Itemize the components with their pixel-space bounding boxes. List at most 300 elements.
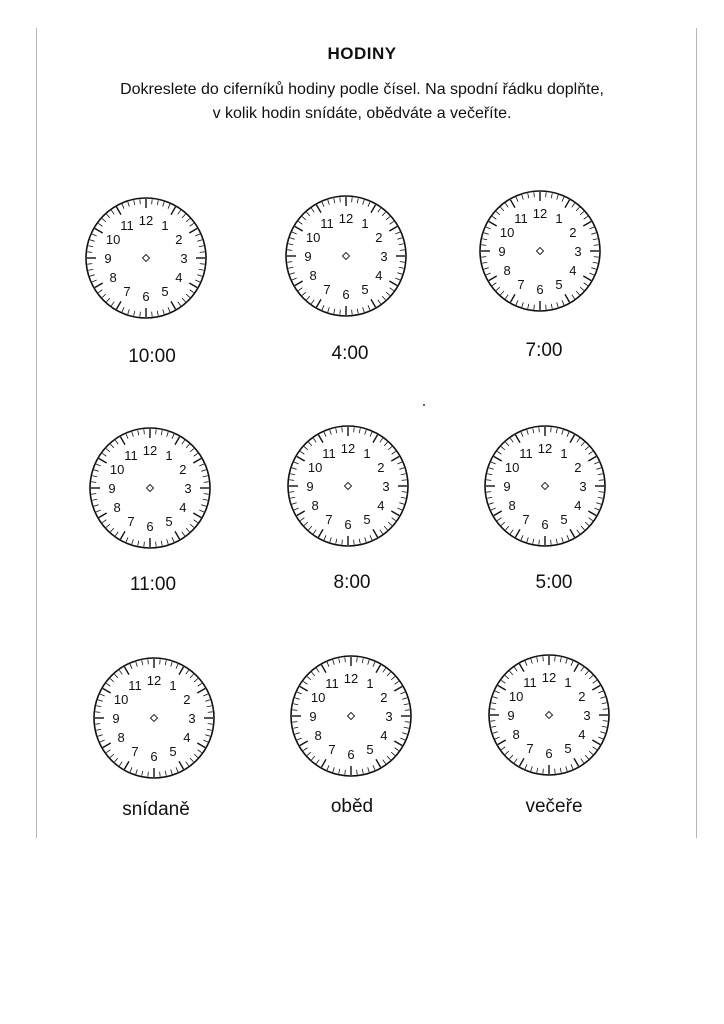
minute-tick bbox=[373, 529, 378, 537]
minute-tick bbox=[501, 447, 505, 450]
minute-tick bbox=[322, 759, 327, 767]
minute-tick bbox=[102, 294, 106, 297]
minute-tick bbox=[168, 204, 170, 209]
minute-tick bbox=[328, 200, 330, 205]
minute-tick bbox=[287, 250, 292, 251]
minute-tick bbox=[103, 689, 111, 694]
instruction-line-1: Dokreslete do ciferníků hodiny podle čísel. Na spodní řádku doplňte, bbox=[120, 81, 604, 98]
minute-tick bbox=[494, 457, 502, 462]
clock-number: 3 bbox=[184, 481, 192, 496]
minute-tick bbox=[594, 508, 599, 510]
minute-tick bbox=[156, 542, 157, 547]
clock-number: 10 bbox=[310, 690, 326, 705]
minute-tick bbox=[376, 665, 381, 673]
minute-tick bbox=[345, 770, 346, 775]
minute-tick bbox=[562, 430, 564, 435]
minute-tick bbox=[171, 207, 176, 215]
minute-tick bbox=[100, 740, 105, 742]
minute-tick bbox=[576, 291, 579, 295]
minute-tick bbox=[203, 740, 208, 742]
clock-face[interactable] bbox=[88, 426, 212, 550]
minute-tick bbox=[397, 508, 402, 510]
clock-number: 8 bbox=[503, 263, 511, 278]
clock-svg bbox=[88, 426, 212, 550]
clock-number: 6 bbox=[541, 517, 549, 532]
minute-tick bbox=[132, 432, 134, 437]
center-pivot bbox=[342, 252, 349, 259]
clock-number: 1 bbox=[169, 678, 177, 694]
minute-tick bbox=[589, 451, 593, 454]
minute-tick bbox=[391, 511, 399, 516]
clock-number: 2 bbox=[179, 462, 187, 477]
minute-tick bbox=[489, 503, 494, 505]
clock-number: 2 bbox=[569, 225, 577, 240]
minute-tick bbox=[96, 464, 101, 466]
minute-tick bbox=[339, 769, 340, 774]
minute-tick bbox=[581, 526, 584, 530]
clock-number: 2 bbox=[377, 460, 385, 475]
minute-tick bbox=[311, 208, 314, 212]
clock-face[interactable] bbox=[284, 194, 408, 318]
minute-tick bbox=[292, 722, 297, 723]
minute-tick bbox=[152, 312, 153, 317]
minute-tick bbox=[298, 288, 302, 291]
minute-tick bbox=[598, 474, 603, 475]
minute-tick bbox=[363, 200, 365, 205]
minute-tick bbox=[395, 681, 399, 684]
minute-tick bbox=[194, 754, 198, 757]
minute-tick bbox=[117, 207, 122, 215]
minute-tick bbox=[505, 295, 508, 299]
minute-tick bbox=[207, 729, 212, 730]
minute-tick bbox=[562, 537, 564, 542]
clock-number: 8 bbox=[309, 268, 317, 283]
center-pivot bbox=[541, 482, 548, 489]
minute-tick bbox=[199, 510, 204, 512]
clock-number: 7 bbox=[323, 281, 331, 297]
minute-tick bbox=[516, 435, 521, 443]
clock-number: 6 bbox=[536, 282, 544, 297]
minute-tick bbox=[292, 468, 297, 470]
minute-tick bbox=[293, 704, 298, 705]
minute-tick bbox=[289, 492, 294, 493]
minute-tick bbox=[551, 304, 552, 309]
clock-label: 5:00 bbox=[535, 572, 573, 593]
minute-tick bbox=[599, 492, 604, 493]
clock-number: 11 bbox=[128, 678, 142, 694]
minute-tick bbox=[208, 712, 213, 713]
minute-tick bbox=[334, 309, 335, 314]
clock-number: 6 bbox=[142, 289, 150, 304]
minute-tick bbox=[501, 522, 505, 525]
clock-label: 11:00 bbox=[129, 574, 177, 595]
minute-tick bbox=[197, 743, 205, 748]
minute-tick bbox=[298, 221, 302, 224]
minute-tick bbox=[392, 518, 396, 521]
minute-tick bbox=[516, 300, 518, 305]
minute-tick bbox=[176, 767, 178, 772]
minute-tick bbox=[313, 438, 316, 442]
minute-tick bbox=[591, 268, 596, 270]
minute-tick bbox=[148, 772, 149, 777]
clock-number: 10 bbox=[508, 689, 524, 704]
minute-tick bbox=[498, 686, 506, 691]
minute-tick bbox=[163, 202, 165, 207]
minute-tick bbox=[397, 238, 402, 240]
minute-tick bbox=[528, 193, 529, 198]
minute-tick bbox=[484, 268, 489, 270]
minute-tick bbox=[176, 664, 178, 669]
minute-tick bbox=[295, 698, 300, 700]
minute-tick bbox=[190, 290, 194, 293]
clock-number: 8 bbox=[113, 500, 121, 515]
minute-tick bbox=[292, 278, 297, 280]
minute-tick bbox=[290, 238, 295, 240]
minute-tick bbox=[368, 767, 370, 772]
minute-tick bbox=[200, 252, 205, 253]
minute-tick bbox=[546, 192, 547, 197]
minute-tick bbox=[400, 262, 405, 263]
clock-number: 1 bbox=[363, 446, 371, 462]
minute-tick bbox=[493, 732, 498, 734]
minute-tick bbox=[106, 524, 110, 527]
clock-number: 3 bbox=[180, 251, 188, 266]
minute-tick bbox=[333, 767, 335, 772]
clock-number: 2 bbox=[578, 689, 586, 704]
clock-number: 7 bbox=[131, 743, 139, 759]
minute-tick bbox=[144, 429, 145, 434]
minute-tick bbox=[394, 741, 402, 746]
minute-tick bbox=[144, 542, 145, 547]
minute-tick bbox=[106, 449, 110, 452]
minute-tick bbox=[95, 283, 103, 288]
minute-tick bbox=[531, 766, 533, 771]
minute-tick bbox=[334, 198, 335, 203]
minute-tick bbox=[107, 298, 110, 302]
minute-tick bbox=[371, 205, 376, 213]
minute-tick bbox=[300, 518, 304, 521]
minute-tick bbox=[534, 192, 535, 197]
minute-tick bbox=[510, 755, 513, 759]
clock-face[interactable] bbox=[483, 424, 607, 548]
clock-face[interactable] bbox=[286, 424, 410, 548]
clock-svg bbox=[84, 196, 208, 320]
minute-tick bbox=[203, 476, 208, 477]
minute-tick bbox=[395, 748, 399, 751]
minute-tick bbox=[481, 257, 486, 258]
clock-face[interactable] bbox=[487, 653, 611, 777]
minute-tick bbox=[98, 735, 103, 737]
minute-tick bbox=[203, 499, 208, 500]
clock-svg bbox=[289, 654, 413, 778]
minute-tick bbox=[138, 541, 139, 546]
minute-tick bbox=[330, 430, 332, 435]
minute-tick bbox=[117, 301, 122, 309]
minute-tick bbox=[596, 503, 601, 505]
clock-number: 12 bbox=[541, 670, 557, 685]
clock-number: 12 bbox=[537, 441, 553, 456]
clock-number: 2 bbox=[380, 690, 388, 705]
center-pivot bbox=[146, 484, 153, 491]
minute-tick bbox=[580, 287, 584, 290]
minute-tick bbox=[103, 743, 111, 748]
minute-tick bbox=[551, 540, 552, 545]
minute-tick bbox=[551, 193, 552, 198]
minute-tick bbox=[574, 664, 579, 672]
minute-tick bbox=[111, 444, 114, 448]
minute-tick bbox=[98, 290, 102, 293]
minute-tick bbox=[598, 737, 603, 739]
minute-tick bbox=[383, 668, 386, 672]
minute-tick bbox=[182, 532, 185, 536]
minute-tick bbox=[584, 283, 588, 286]
minute-tick bbox=[336, 428, 337, 433]
minute-tick bbox=[588, 457, 596, 462]
minute-tick bbox=[583, 276, 591, 281]
clock-number: 5 bbox=[564, 740, 572, 756]
clock-svg bbox=[478, 189, 602, 313]
minute-tick bbox=[380, 530, 383, 534]
minute-tick bbox=[567, 432, 569, 437]
minute-tick bbox=[295, 227, 303, 232]
minute-tick bbox=[501, 747, 505, 750]
clock-number: 3 bbox=[574, 244, 582, 259]
minute-tick bbox=[290, 474, 295, 475]
center-pivot bbox=[545, 711, 552, 718]
clock-face[interactable] bbox=[478, 189, 602, 313]
center-pivot bbox=[347, 712, 354, 719]
minute-tick bbox=[317, 205, 322, 213]
clock-number: 1 bbox=[165, 448, 173, 464]
minute-tick bbox=[110, 679, 114, 682]
minute-tick bbox=[165, 771, 166, 776]
minute-tick bbox=[506, 526, 509, 530]
clock-face[interactable] bbox=[84, 196, 208, 320]
clock-number: 8 bbox=[508, 498, 516, 513]
clock-number: 5 bbox=[363, 511, 371, 527]
minute-tick bbox=[397, 273, 402, 275]
minute-tick bbox=[163, 309, 165, 314]
minute-tick bbox=[316, 668, 319, 672]
minute-tick bbox=[373, 662, 375, 667]
minute-tick bbox=[402, 698, 407, 700]
clock-number: 5 bbox=[161, 283, 169, 299]
clock-face[interactable] bbox=[289, 654, 413, 778]
minute-tick bbox=[186, 670, 189, 674]
minute-tick bbox=[88, 269, 93, 270]
minute-tick bbox=[322, 202, 324, 207]
minute-tick bbox=[111, 210, 114, 214]
minute-tick bbox=[495, 737, 500, 739]
minute-tick bbox=[525, 661, 527, 666]
clock-label: oběd bbox=[330, 796, 374, 817]
minute-tick bbox=[199, 464, 204, 466]
minute-tick bbox=[497, 518, 501, 521]
minute-tick bbox=[514, 667, 517, 671]
minute-tick bbox=[307, 752, 311, 755]
minute-tick bbox=[585, 522, 589, 525]
minute-tick bbox=[510, 530, 513, 534]
minute-tick bbox=[107, 214, 110, 218]
minute-tick bbox=[182, 440, 185, 444]
minute-tick bbox=[357, 309, 358, 314]
right-margin-line bbox=[696, 28, 697, 838]
clock-number: 10 bbox=[105, 232, 121, 247]
minute-tick bbox=[92, 280, 97, 282]
minute-tick bbox=[555, 656, 556, 661]
minute-tick bbox=[400, 692, 405, 694]
minute-tick bbox=[201, 470, 206, 472]
minute-tick bbox=[593, 747, 597, 750]
clock-number: 6 bbox=[347, 747, 355, 762]
minute-tick bbox=[589, 227, 594, 229]
minute-tick bbox=[102, 520, 106, 523]
minute-tick bbox=[179, 667, 184, 675]
minute-tick bbox=[378, 208, 381, 212]
minute-tick bbox=[405, 722, 410, 723]
minute-tick bbox=[111, 528, 114, 532]
minute-tick bbox=[303, 748, 307, 751]
clock-number: 1 bbox=[161, 218, 169, 234]
minute-tick bbox=[566, 766, 568, 771]
clock-number: 4 bbox=[569, 263, 577, 278]
clock-number: 12 bbox=[142, 443, 158, 458]
minute-tick bbox=[539, 540, 540, 545]
clock-number: 9 bbox=[108, 481, 116, 496]
minute-tick bbox=[171, 662, 173, 667]
clock-number: 4 bbox=[175, 270, 183, 285]
clock-number: 6 bbox=[342, 287, 350, 302]
minute-tick bbox=[322, 305, 324, 310]
minute-tick bbox=[100, 694, 105, 696]
minute-tick bbox=[287, 262, 292, 263]
minute-tick bbox=[389, 227, 397, 232]
clock-face[interactable] bbox=[92, 656, 216, 780]
clock-number: 12 bbox=[532, 206, 548, 221]
minute-tick bbox=[386, 217, 390, 220]
minute-tick bbox=[95, 712, 100, 713]
minute-tick bbox=[493, 697, 498, 699]
minute-tick bbox=[312, 672, 315, 676]
minute-tick bbox=[556, 428, 557, 433]
minute-tick bbox=[182, 298, 185, 302]
minute-tick bbox=[591, 233, 596, 235]
minute-tick bbox=[370, 432, 372, 437]
minute-tick bbox=[565, 200, 570, 208]
minute-tick bbox=[289, 480, 294, 481]
clock-number: 5 bbox=[169, 743, 177, 759]
minute-tick bbox=[384, 526, 387, 530]
minute-tick bbox=[528, 304, 529, 309]
minute-tick bbox=[175, 531, 180, 539]
minute-tick bbox=[391, 752, 395, 755]
minute-tick bbox=[525, 764, 527, 769]
minute-tick bbox=[290, 273, 295, 275]
minute-tick bbox=[327, 662, 329, 667]
minute-tick bbox=[190, 674, 193, 678]
minute-tick bbox=[487, 497, 492, 498]
clock-number: 5 bbox=[361, 281, 369, 297]
minute-tick bbox=[571, 764, 573, 769]
minute-tick bbox=[521, 432, 523, 437]
minute-tick bbox=[516, 529, 521, 537]
minute-tick bbox=[126, 434, 128, 439]
minute-tick bbox=[317, 299, 322, 307]
minute-tick bbox=[302, 292, 306, 295]
scan-speck bbox=[423, 404, 425, 406]
minute-tick bbox=[482, 239, 487, 240]
minute-tick bbox=[119, 762, 122, 766]
minute-tick bbox=[390, 221, 394, 224]
minute-tick bbox=[190, 524, 194, 527]
minute-tick bbox=[404, 727, 409, 728]
minute-tick bbox=[92, 234, 97, 236]
minute-tick bbox=[96, 729, 101, 730]
minute-tick bbox=[302, 217, 306, 220]
minute-tick bbox=[171, 769, 173, 774]
minute-tick bbox=[312, 756, 315, 760]
minute-tick bbox=[581, 442, 584, 446]
minute-tick bbox=[567, 535, 569, 540]
minute-tick bbox=[95, 724, 100, 725]
minute-tick bbox=[297, 692, 302, 694]
minute-tick bbox=[376, 759, 381, 767]
minute-tick bbox=[557, 195, 559, 200]
minute-tick bbox=[199, 269, 204, 270]
minute-tick bbox=[378, 300, 381, 304]
minute-tick bbox=[142, 771, 143, 776]
clock-svg bbox=[284, 194, 408, 318]
minute-tick bbox=[489, 222, 497, 227]
minute-tick bbox=[399, 503, 404, 505]
minute-tick bbox=[522, 302, 524, 307]
minute-tick bbox=[194, 679, 198, 682]
minute-tick bbox=[307, 677, 311, 680]
minute-tick bbox=[327, 765, 329, 770]
minute-tick bbox=[522, 195, 524, 200]
minute-tick bbox=[336, 539, 337, 544]
minute-tick bbox=[300, 451, 304, 454]
minute-tick bbox=[557, 302, 559, 307]
minute-tick bbox=[539, 427, 540, 432]
minute-tick bbox=[520, 664, 525, 672]
minute-tick bbox=[581, 759, 584, 763]
minute-tick bbox=[319, 529, 324, 537]
minute-tick bbox=[290, 497, 295, 498]
minute-tick bbox=[562, 197, 564, 202]
minute-tick bbox=[577, 530, 580, 534]
minute-tick bbox=[589, 676, 593, 679]
clock-number: 11 bbox=[514, 211, 528, 227]
clock-number: 12 bbox=[146, 673, 162, 688]
minute-tick bbox=[494, 511, 502, 516]
minute-tick bbox=[340, 310, 341, 315]
minute-tick bbox=[357, 657, 358, 662]
minute-tick bbox=[603, 721, 608, 722]
clock-number: 3 bbox=[380, 249, 388, 264]
clock-number: 11 bbox=[322, 446, 336, 462]
clock-number: 11 bbox=[523, 675, 537, 691]
minute-tick bbox=[368, 202, 370, 207]
minute-tick bbox=[292, 232, 297, 234]
clock-number: 4 bbox=[377, 498, 385, 513]
minute-tick bbox=[340, 197, 341, 202]
minute-tick bbox=[389, 281, 397, 286]
minute-tick bbox=[497, 451, 501, 454]
minute-tick bbox=[363, 307, 365, 312]
minute-tick bbox=[311, 300, 314, 304]
minute-tick bbox=[304, 522, 308, 525]
